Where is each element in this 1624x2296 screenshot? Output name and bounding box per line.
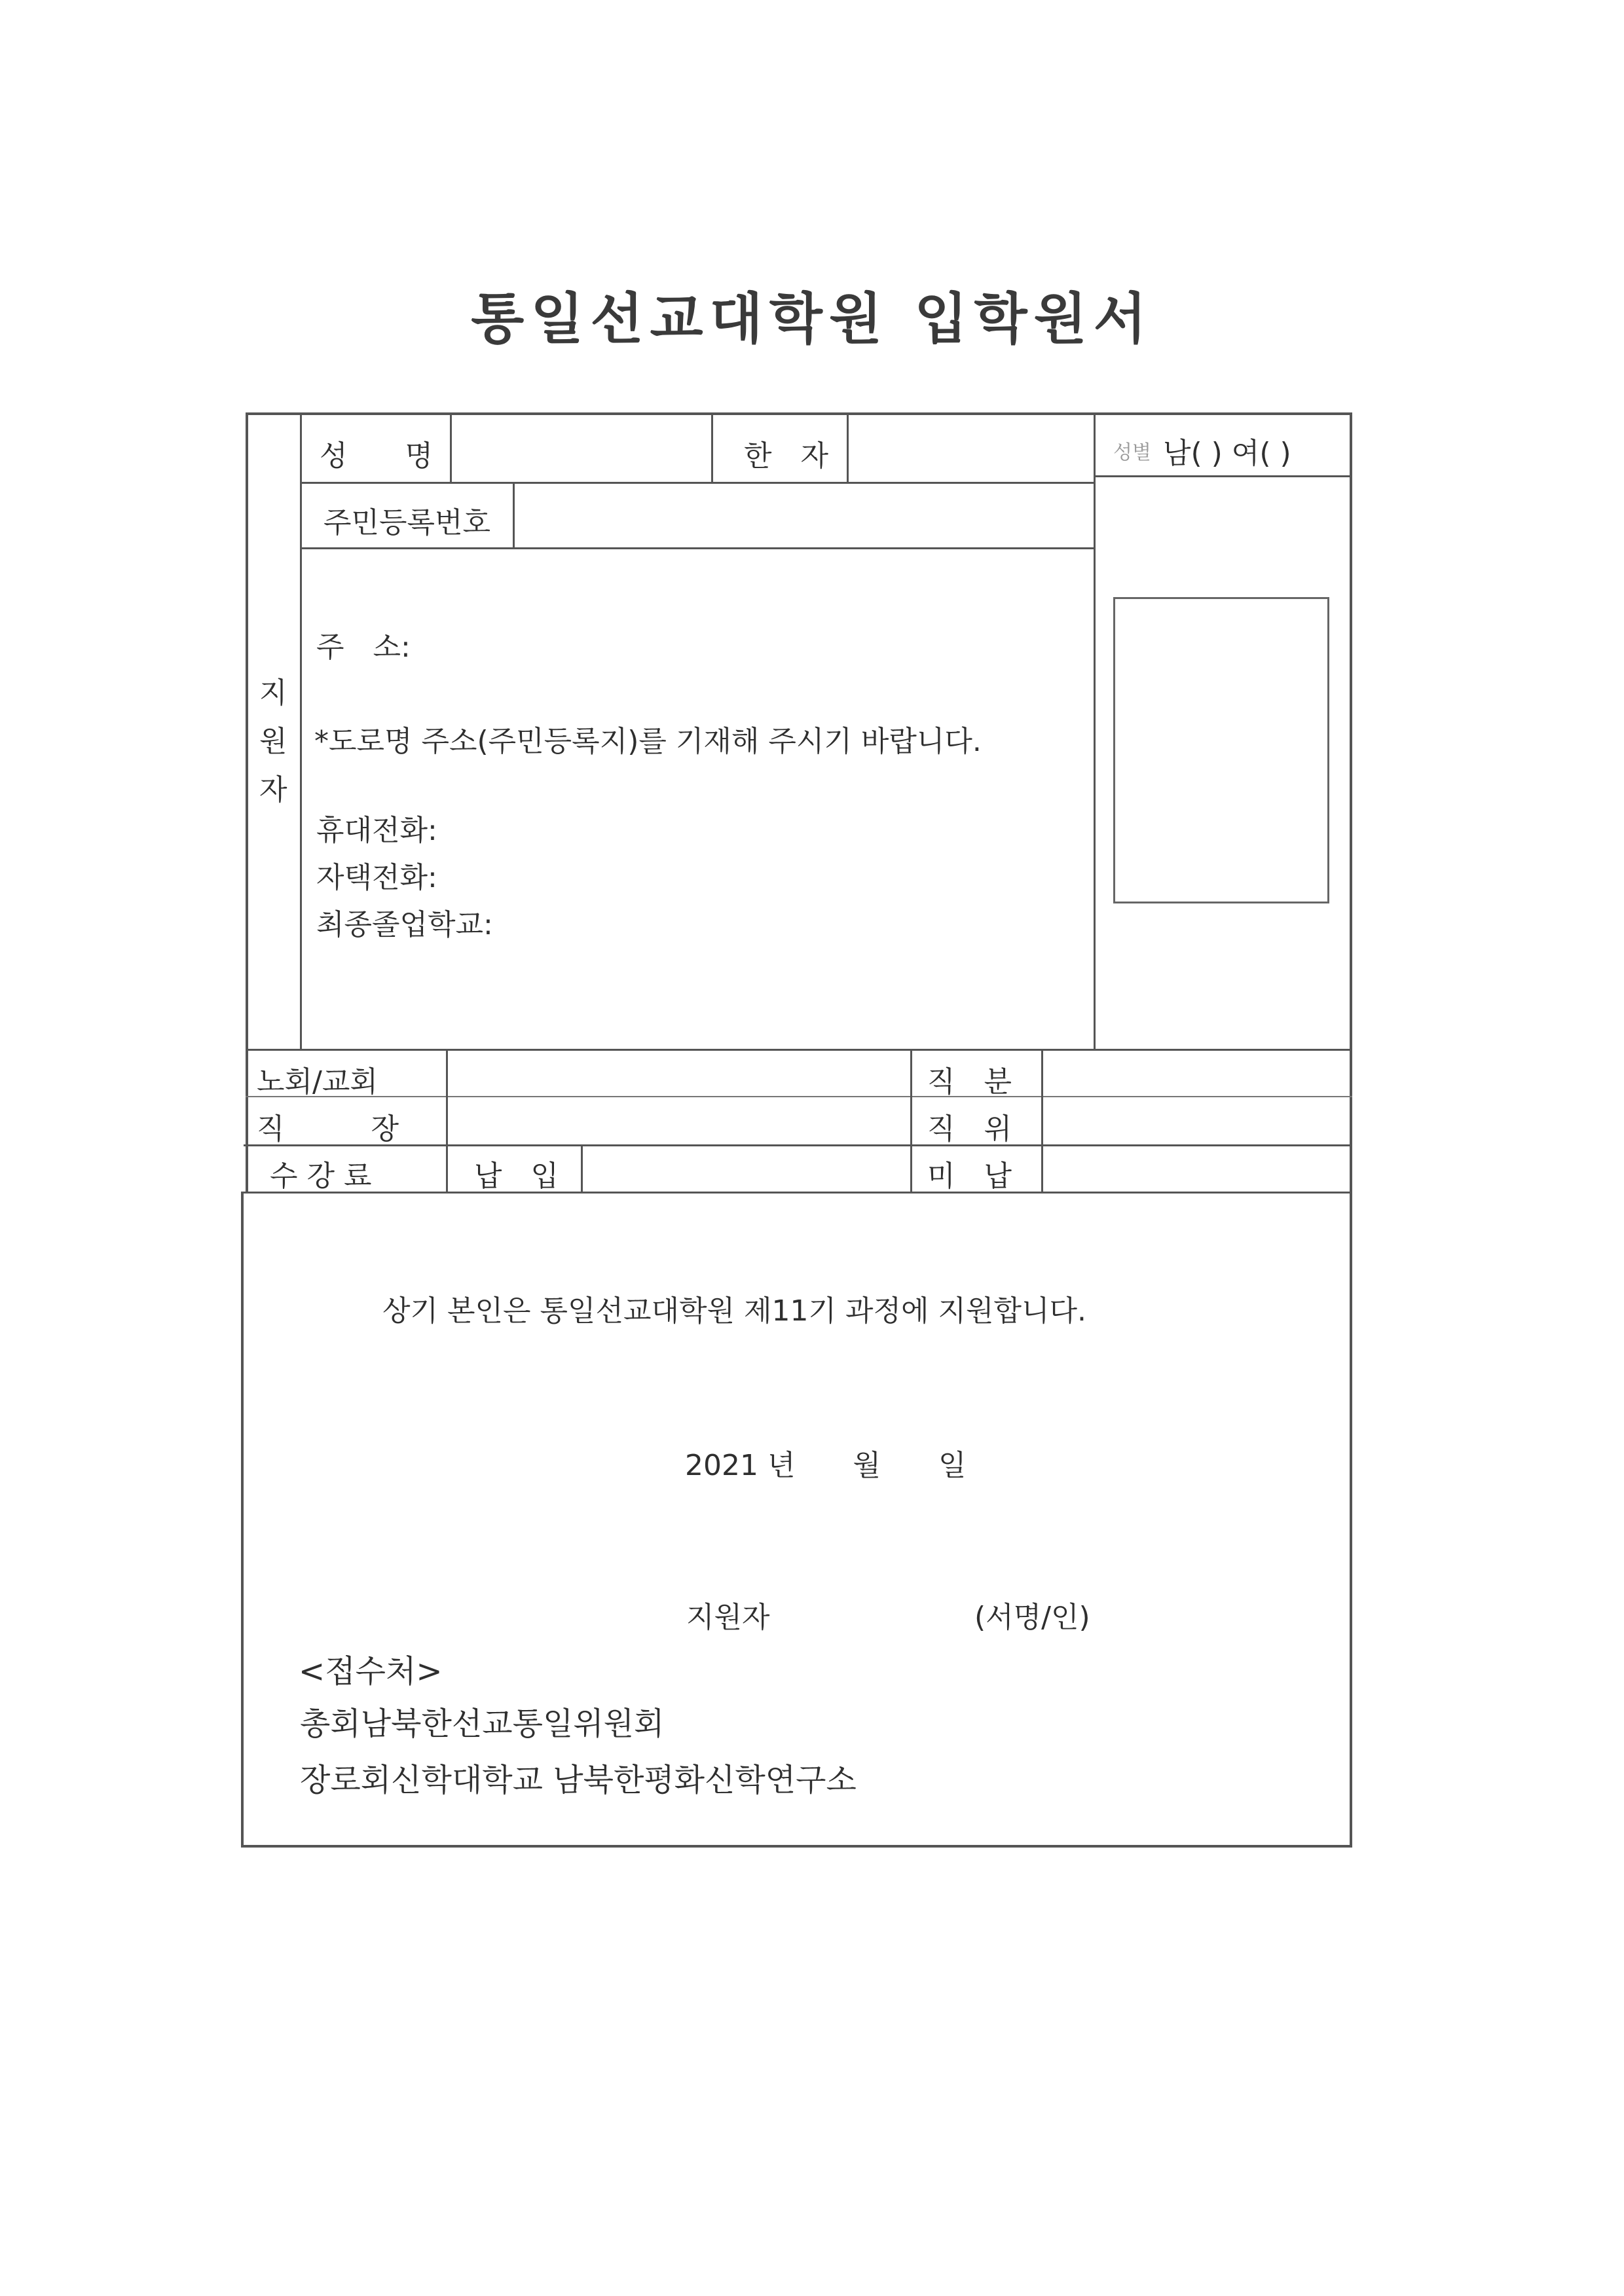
applicant-block-bottom [246,1049,1352,1051]
workplace-label: 직 장 [257,1112,399,1146]
presbytery-row-bottom [246,1096,1352,1097]
resident-cell-divider [513,483,515,549]
hanja-left-divider [711,415,713,483]
table-bottom-border [241,1845,1352,1848]
photo-column-divider [1094,415,1096,1050]
unpaid-label: 미 납 [927,1159,1012,1193]
row-mid-right-divider [1041,1050,1043,1193]
table-right-border [1350,412,1352,1846]
presbytery-label: 노회/교회 [257,1065,378,1099]
page-title: 통일선교대학원 입학원서 [471,287,1153,351]
last-school-label: 최종졸업학교: [316,908,493,941]
row-label-divider [446,1050,448,1193]
hanja-label: 한 자 [744,439,829,473]
gender-label: 성별 [1113,441,1151,464]
applicant-label-char-2: 원 [259,725,287,758]
hanja-right-divider [847,415,849,483]
mobile-label: 휴대전화: [316,814,437,847]
receipt-heading: <접수처> [299,1653,443,1690]
name-label: 성 명 [320,439,434,473]
name-row-bottom [300,482,1094,484]
declaration-text: 상기 본인은 통일선교대학원 제11기 과정에 지원합니다. [382,1294,1086,1328]
name-cell-divider [450,415,452,483]
applicant-label-char-3: 자 [259,773,287,807]
signature-note: (서명/인) [974,1601,1090,1634]
resident-row-bottom [300,547,1094,549]
receipt-org-2: 장로회신학대학교 남북한평화신학연구소 [300,1762,857,1798]
address-note: *도로명 주소(주민등록지)를 기재해 주시기 바랍니다. [314,725,982,758]
applicant-sign-label: 지원자 [686,1601,770,1634]
duty-label: 직 분 [927,1065,1012,1099]
photo-box[interactable] [1113,597,1329,903]
resident-number-label: 주민등록번호 [323,506,491,539]
table-left-border-upper [246,412,248,1193]
paid-cell-divider [581,1146,583,1193]
receipt-org-1: 총회남북한선교통일위원회 [300,1705,665,1742]
row-mid-left-divider [910,1050,912,1193]
table-left-border-lower [241,1192,244,1846]
gender-row-bottom [1094,475,1350,477]
applicant-label-char-1: 지 [259,676,287,710]
gender-options[interactable]: 남( ) 여( ) [1163,437,1291,470]
position-label: 직 위 [927,1112,1012,1146]
table-top-border [246,412,1352,415]
section-label-divider [300,415,302,1050]
home-phone-label: 자택전화: [316,861,437,894]
address-label: 주 소: [316,630,411,664]
workplace-row-bottom [244,1144,1352,1146]
fee-row-bottom [241,1192,1352,1194]
paid-label: 납 입 [474,1159,559,1193]
date-line: 2021 년 월 일 [685,1449,967,1482]
fee-label: 수 강 료 [270,1159,372,1193]
